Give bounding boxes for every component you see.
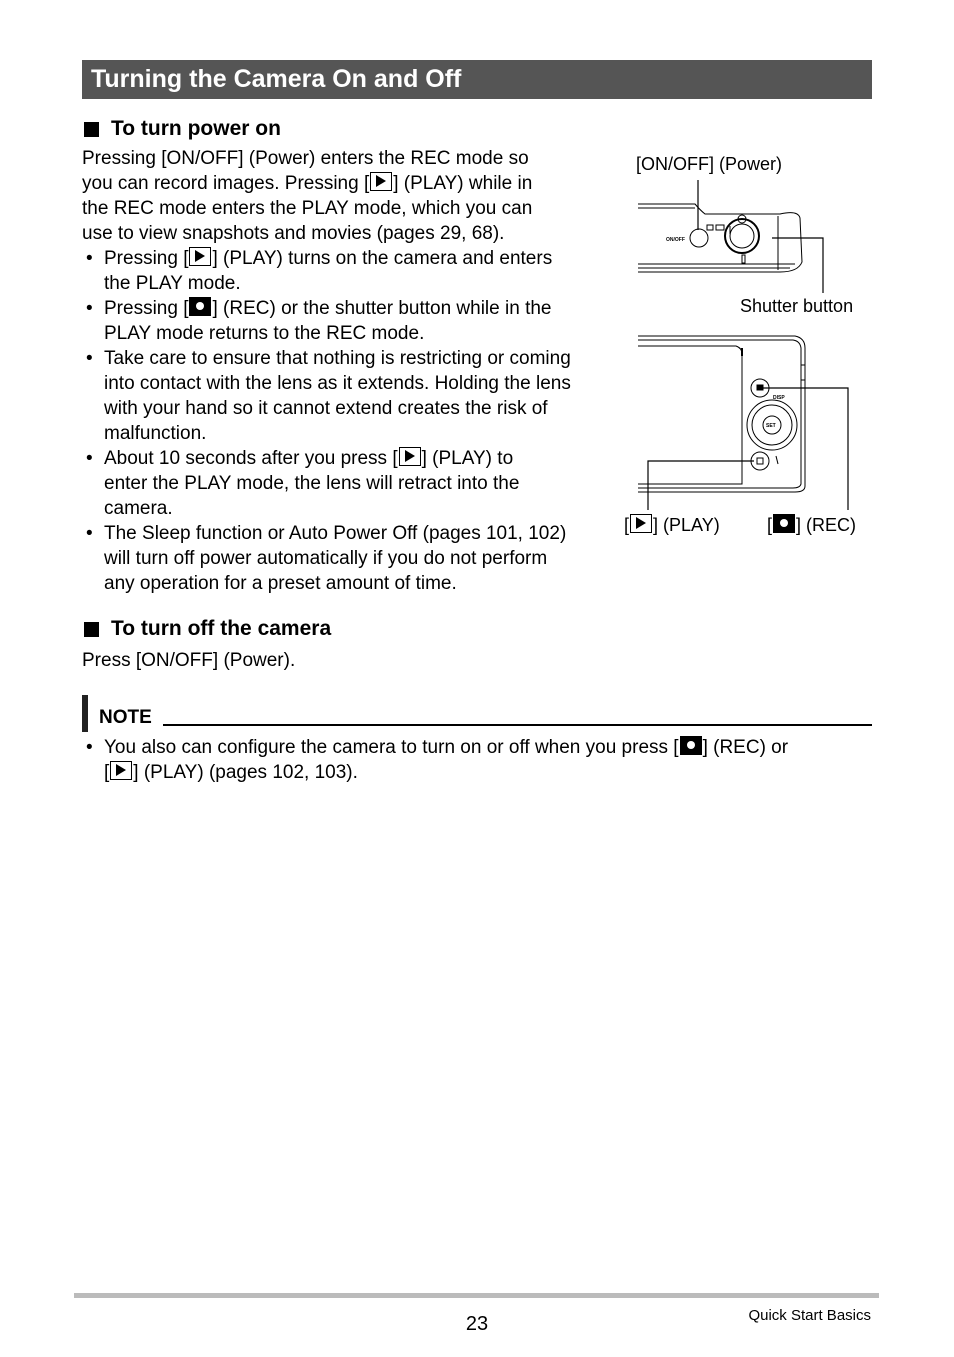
text-line: Pressing [ON/OFF] (Power) enters the REC mode so (82, 148, 529, 169)
text-line: use to view snapshots and movies (pages 29, 68). (82, 223, 505, 244)
text-span: ] (REC) or the shutter button while in the (212, 298, 552, 319)
list-item (82, 446, 607, 521)
intro-paragraph (82, 146, 607, 246)
page-number: 23 (465, 1313, 489, 1335)
set-label: SET (766, 423, 776, 429)
section-heading-power-on (84, 116, 281, 142)
onoff-label: ON/OFF (666, 237, 685, 243)
text-span: [ (624, 515, 630, 535)
text-span: ] (REC) (796, 515, 857, 535)
camera-icon (189, 297, 211, 316)
text-line: the REC mode enters the PLAY mode, which you can (82, 198, 533, 219)
camera-icon (773, 514, 795, 533)
text-span: ] (REC) or (702, 737, 789, 758)
text-line: the PLAY mode. (104, 273, 241, 294)
square-bullet-icon (84, 622, 99, 637)
list-item (82, 246, 607, 296)
note-marker (82, 695, 88, 732)
text-line: camera. (104, 498, 173, 519)
camera-illustration (630, 180, 870, 510)
section-heading-power-off (84, 616, 331, 642)
text-line (82, 171, 607, 196)
text-span: About 10 seconds after you press [ (104, 448, 398, 469)
text-span: Pressing [ (104, 248, 189, 269)
heading-text: To turn power on (111, 117, 281, 140)
text-span: ] (PLAY) to (421, 448, 514, 469)
text-span: ] (PLAY) (653, 515, 720, 535)
footer-section-label: Quick Start Basics (748, 1307, 871, 1324)
play-caption (624, 514, 720, 536)
note-divider (163, 724, 872, 726)
play-icon (189, 247, 211, 266)
text-line: enter the PLAY mode, the lens will retract into the (104, 473, 520, 494)
rec-caption (767, 514, 856, 536)
bullet-list (82, 246, 607, 596)
text-span: [ (767, 515, 773, 535)
list-item: • Take care to ensure that nothing is restricting or coming into contact with the lens as it extends. Holding the lens with your hand so it cannot extend creates the risk of malfunction. (82, 346, 574, 446)
footer-divider (74, 1293, 879, 1298)
play-icon (370, 172, 392, 191)
text-span: Pressing [ (104, 298, 189, 319)
list-item: • The Sleep function or Auto Power Off (pages 101, 102) will turn off power automatically if you do not perform any operation for a preset amount of time. (82, 521, 574, 596)
camera-icon (680, 736, 702, 755)
list-item (82, 296, 607, 346)
note-label: NOTE (99, 707, 152, 728)
note-list (82, 735, 882, 785)
shutter-caption: Shutter button (740, 296, 854, 316)
play-icon (399, 447, 421, 466)
text-span: You also can configure the camera to turn on or off when you press [ (104, 737, 679, 758)
text-span: ] (PLAY) while in (393, 173, 533, 194)
power-off-text: Press [ON/OFF] (Power). (82, 650, 296, 671)
play-leader-line (648, 461, 754, 510)
list-item (82, 735, 882, 785)
text-span: you can record images. Pressing [ (82, 173, 370, 194)
text-span: [ (104, 762, 110, 783)
play-icon (110, 761, 132, 780)
shutter-leader-line (772, 238, 823, 293)
text-span: ] (PLAY) (pages 102, 103). (133, 762, 358, 783)
camera-back-view (638, 336, 805, 492)
heading-text: To turn off the camera (111, 617, 332, 640)
text-span: ] (PLAY) turns on the camera and enters (212, 248, 553, 269)
text-line: PLAY mode returns to the REC mode. (104, 323, 425, 344)
disp-label: DISP (773, 395, 785, 401)
onoff-caption: [ON/OFF] (Power) (636, 154, 783, 174)
play-icon (630, 514, 652, 533)
square-bullet-icon (84, 122, 99, 137)
page-title: Turning the Camera On and Off (82, 60, 872, 99)
